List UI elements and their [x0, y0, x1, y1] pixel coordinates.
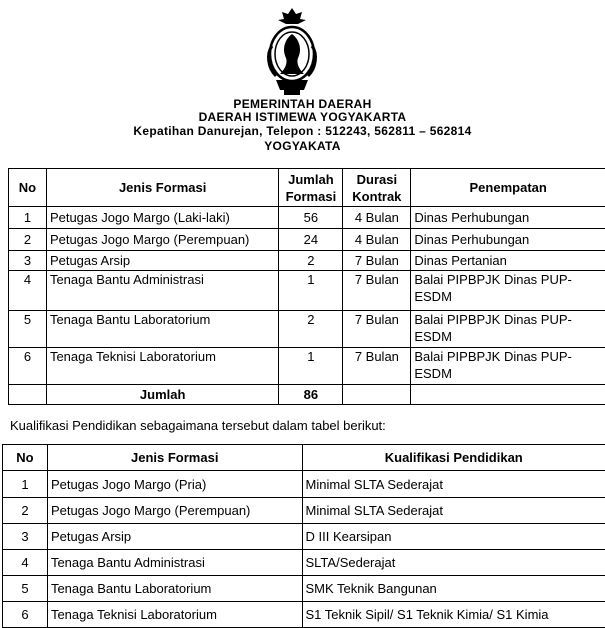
qualification-table [2, 444, 605, 628]
row-no: 4 [9, 271, 47, 311]
row-jumlah: 2 [279, 311, 343, 348]
row-no: 5 [9, 311, 47, 348]
total-label: Jumlah [46, 385, 278, 405]
table-row [3, 471, 605, 498]
row-jenis: Tenaga Bantu Laboratorium [46, 311, 278, 348]
row-kualifikasi: Minimal SLTA Sederajat [302, 498, 605, 524]
row-kualifikasi: Minimal SLTA Sederajat [302, 471, 605, 498]
column-header: Kualifikasi Pendidikan [302, 445, 605, 471]
table-row [3, 602, 605, 628]
column-header: Jenis Formasi [47, 445, 302, 471]
total-value: 86 [279, 385, 343, 405]
row-durasi: 7 Bulan [343, 251, 411, 271]
header-line-4: YOGYAKATA [0, 139, 605, 153]
table-row [9, 207, 605, 229]
row-durasi: 7 Bulan [343, 271, 411, 311]
row-no: 6 [3, 602, 48, 628]
row-jenis: Petugas Arsip [46, 251, 278, 271]
column-header: Jumlah Formasi [279, 169, 343, 207]
row-jenis: Tenaga Teknisi Laboratorium [47, 602, 302, 628]
row-no: 4 [3, 550, 48, 576]
table-row [9, 271, 605, 311]
total-row [9, 385, 605, 405]
row-jenis: Tenaga Bantu Laboratorium [47, 576, 302, 602]
row-jenis: Petugas Jogo Margo (Pria) [47, 471, 302, 498]
row-jenis: Tenaga Bantu Administrasi [46, 271, 278, 311]
table-row [9, 251, 605, 271]
table-row [3, 498, 605, 524]
header-line-2: DAERAH ISTIMEWA YOGYAKARTA [0, 110, 605, 124]
row-no: 5 [3, 576, 48, 602]
column-header: No [9, 169, 47, 207]
row-durasi: 4 Bulan [343, 207, 411, 229]
column-header: Penempatan [411, 169, 605, 207]
intro-text: Kualifikasi Pendidikan sebagaimana tersebut dalam tabel berikut: [10, 418, 386, 433]
column-header: No [3, 445, 48, 471]
empty-cell [411, 385, 605, 405]
formation-table [8, 168, 605, 405]
row-penempatan: Balai PIPBPJK Dinas PUP-ESDM [411, 348, 605, 385]
header-line-1: PEMERINTAH DAERAH [0, 97, 605, 111]
row-kualifikasi: SMK Teknik Bangunan [302, 576, 605, 602]
row-no: 1 [3, 471, 48, 498]
row-durasi: 7 Bulan [343, 348, 411, 385]
table-row [3, 576, 605, 602]
row-jumlah: 1 [279, 271, 343, 311]
row-jenis: Petugas Jogo Margo (Perempuan) [46, 229, 278, 251]
row-penempatan: Balai PIPBPJK Dinas PUP-ESDM [411, 311, 605, 348]
row-jumlah: 56 [279, 207, 343, 229]
row-kualifikasi: SLTA/Sederajat [302, 550, 605, 576]
empty-cell [343, 385, 411, 405]
row-no: 2 [3, 498, 48, 524]
row-jenis: Tenaga Teknisi Laboratorium [46, 348, 278, 385]
column-header: Jenis Formasi [46, 169, 278, 207]
row-kualifikasi: S1 Teknik Sipil/ S1 Teknik Kimia/ S1 Kimia [302, 602, 605, 628]
row-penempatan: Dinas Perhubungan [411, 229, 605, 251]
row-jenis: Tenaga Bantu Administrasi [47, 550, 302, 576]
row-no: 3 [3, 524, 48, 550]
row-durasi: 4 Bulan [343, 229, 411, 251]
row-jumlah: 2 [279, 251, 343, 271]
row-durasi: 7 Bulan [343, 311, 411, 348]
row-no: 6 [9, 348, 47, 385]
row-jenis: Petugas Jogo Margo (Perempuan) [47, 498, 302, 524]
row-no: 1 [9, 207, 47, 229]
yogyakarta-emblem-icon [262, 6, 322, 98]
row-kualifikasi: D III Kearsipan [302, 524, 605, 550]
row-no: 2 [9, 229, 47, 251]
row-penempatan: Dinas Perhubungan [411, 207, 605, 229]
row-jenis: Petugas Arsip [47, 524, 302, 550]
row-penempatan: Dinas Pertanian [411, 251, 605, 271]
table-header-row [9, 169, 605, 207]
header-line-3: Kepatihan Danurejan, Telepon : 512243, 562811 – 562814 [0, 124, 605, 138]
table-row [3, 550, 605, 576]
table-row [9, 311, 605, 348]
table-row [9, 229, 605, 251]
table-row [3, 524, 605, 550]
row-penempatan: Balai PIPBPJK Dinas PUP-ESDM [411, 271, 605, 311]
table-row [9, 348, 605, 385]
row-jenis: Petugas Jogo Margo (Laki-laki) [46, 207, 278, 229]
row-no: 3 [9, 251, 47, 271]
empty-cell [9, 385, 47, 405]
column-header: Durasi Kontrak [343, 169, 411, 207]
row-jumlah: 1 [279, 348, 343, 385]
row-jumlah: 24 [279, 229, 343, 251]
table-header-row [3, 445, 605, 471]
